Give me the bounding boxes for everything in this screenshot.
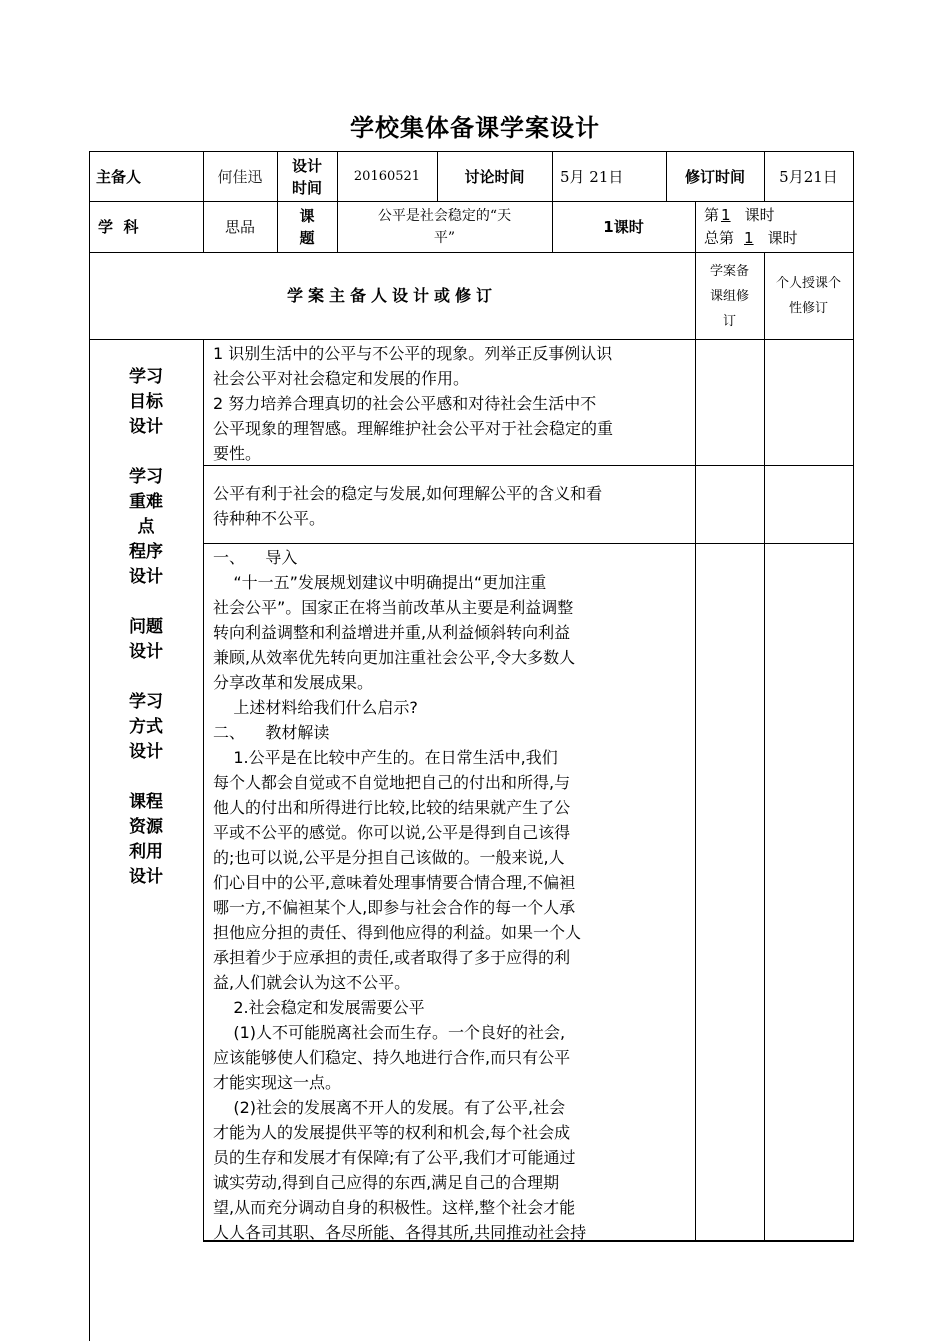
label-method-line: 学习 bbox=[129, 692, 163, 712]
goal-line: 要性。 bbox=[213, 444, 262, 463]
goals-text bbox=[213, 341, 693, 466]
procedure-line: 二、 教材解读 bbox=[213, 723, 330, 742]
label-resource-line: 设计 bbox=[129, 867, 163, 887]
lesson-current bbox=[704, 204, 775, 227]
procedure-line: 2.社会稳定和发展需要公平 bbox=[213, 998, 425, 1017]
lesson-no: 1 bbox=[721, 206, 731, 224]
procedure-line: (1)人不可能脱离社会而生存。一个良好的社会, bbox=[213, 1023, 566, 1042]
goal-line: 1 识别生活中的公平与不公平的现象。列举正反事例认识 bbox=[213, 344, 613, 363]
host-value: 何佳迅 bbox=[217, 167, 263, 186]
procedure-line: 应该能够使人们稳定、持久地进行合作,而只有公平 bbox=[213, 1048, 571, 1067]
label-procedure bbox=[89, 540, 203, 590]
personal-revision-line1: 个人授课个 bbox=[775, 276, 841, 291]
procedure-line: 兼顾,从效率优先转向更加注重社会公平,令大多数人 bbox=[213, 648, 576, 667]
goal-line: 公平现象的理智感。理解维护社会公平对于社会稳定的重 bbox=[213, 419, 614, 438]
design-time-value: 20160521 bbox=[353, 168, 421, 184]
procedure-line: 一、 导入 bbox=[213, 548, 298, 567]
label-goal-line: 目标 bbox=[129, 392, 163, 412]
group-revision-heading bbox=[695, 253, 764, 339]
design-time-label-line2: 时间 bbox=[291, 178, 322, 197]
main-heading: 学案主备人设计或修订 bbox=[286, 286, 497, 305]
total-no: 1 bbox=[744, 229, 754, 247]
difficulty-line: 公平有利于社会的稳定与发展,如何理解公平的含义和看 bbox=[213, 484, 603, 503]
procedure-line: 上述材料给我们什么启示? bbox=[213, 698, 418, 717]
topic-label-line2: 题 bbox=[299, 229, 315, 247]
group-revision-line1: 学案备 bbox=[709, 263, 749, 279]
group-revision-line3: 订 bbox=[722, 313, 736, 329]
label-difficulty-line: 点 bbox=[137, 517, 155, 537]
label-method bbox=[89, 690, 203, 765]
total-suffix: 课时 bbox=[767, 229, 798, 247]
revise-time-value: 5月21日 bbox=[779, 167, 838, 186]
procedure-line: 才能实现这一点。 bbox=[213, 1073, 342, 1092]
subject-label: 学 科 bbox=[98, 218, 139, 236]
procedure-line: 才能为人的发展提供平等的权利和机会,每个社会成 bbox=[213, 1123, 571, 1142]
procedure-line: 转向利益调整和利益增进并重,从利益倾斜转向利益 bbox=[213, 623, 571, 642]
lesson-total bbox=[704, 227, 798, 250]
procedure-line: 的;也可以说,公平是分担自己该做的。一般来说,人 bbox=[213, 848, 565, 867]
difficulty-text bbox=[213, 481, 693, 531]
procedure-line: 平或不公平的感觉。你可以说,公平是得到自己该得 bbox=[213, 823, 571, 842]
topic-value bbox=[337, 202, 552, 252]
topic-value-line1: 公平是社会稳定的“天 bbox=[377, 208, 512, 224]
label-resource bbox=[89, 790, 203, 890]
label-difficulty bbox=[89, 465, 203, 540]
personal-revision-heading bbox=[764, 253, 853, 339]
label-difficulty-line: 学习 bbox=[129, 467, 163, 487]
procedure-line: 人人各司其职、各尽所能、各得其所,共同推动社会持 bbox=[213, 1223, 587, 1242]
label-goal-line: 学习 bbox=[129, 367, 163, 387]
procedure-line: 担他应分担的责任、得到他应得的利益。如果一个人 bbox=[213, 923, 582, 942]
lesson-prefix: 第 bbox=[704, 206, 720, 224]
procedure-line: 社会公平”。国家正在将当前改革从主要是利益调整 bbox=[213, 598, 574, 617]
lesson-suffix: 课时 bbox=[744, 206, 775, 224]
label-question bbox=[89, 615, 203, 665]
total-prefix: 总第 bbox=[704, 229, 735, 247]
procedure-line: 他人的付出和所得进行比较,比较的结果就产生了公 bbox=[213, 798, 571, 817]
procedure-line: 益,人们就会认为这不公平。 bbox=[213, 973, 411, 992]
label-method-line: 方式 bbox=[129, 717, 163, 737]
label-procedure-line: 程序 bbox=[129, 542, 163, 562]
goal-line: 社会公平对社会稳定和发展的作用。 bbox=[213, 369, 470, 388]
label-method-line: 设计 bbox=[129, 742, 163, 762]
host-label: 主备人 bbox=[96, 167, 142, 186]
lesson-hours: 1课时 bbox=[603, 218, 644, 236]
procedure-line: 们心目中的公平,意味着处理事情要合情合理,不偏袒 bbox=[213, 873, 576, 892]
procedure-text bbox=[213, 545, 693, 1245]
design-time-label-line1: 设计 bbox=[291, 156, 322, 175]
topic-label bbox=[277, 202, 337, 252]
procedure-line: 1.公平是在比较中产生的。在日常生活中,我们 bbox=[213, 748, 558, 767]
label-procedure-line: 设计 bbox=[129, 567, 163, 587]
discuss-time-value: 5月 21日 bbox=[560, 167, 624, 186]
label-question-line: 设计 bbox=[129, 642, 163, 662]
page-title: 学校集体备课学案设计 bbox=[350, 114, 600, 142]
procedure-line: 分享改革和发展成果。 bbox=[213, 673, 374, 692]
difficulty-line: 待种种不公平。 bbox=[213, 509, 326, 528]
procedure-line: (2)社会的发展离不开人的发展。有了公平,社会 bbox=[213, 1098, 566, 1117]
procedure-line: 承担着少于应承担的责任,或者取得了多于应得的利 bbox=[213, 948, 571, 967]
goal-line: 2 努力培养合理真切的社会公平感和对待社会生活中不 bbox=[213, 394, 597, 413]
design-time-label bbox=[277, 152, 337, 201]
left-labels-column bbox=[89, 365, 203, 890]
label-goal bbox=[89, 365, 203, 440]
procedure-line: 每个人都会自觉或不自觉地把自己的付出和所得,与 bbox=[213, 773, 571, 792]
subject-value: 思品 bbox=[224, 218, 255, 236]
revise-time-label: 修订时间 bbox=[684, 167, 745, 186]
label-question-line: 问题 bbox=[129, 617, 163, 637]
procedure-line: 诚实劳动,得到自己应得的东西,满足自己的合理期 bbox=[213, 1173, 560, 1192]
discuss-time-label: 讨论时间 bbox=[464, 167, 525, 186]
label-difficulty-line: 重难 bbox=[129, 492, 163, 512]
procedure-line: 哪一方,不偏袒某个人,即参与社会合作的每一个人承 bbox=[213, 898, 576, 917]
procedure-line: “十一五”发展规划建议中明确提出“更加注重 bbox=[213, 573, 547, 592]
group-revision-line2: 课组修 bbox=[709, 288, 749, 304]
topic-label-line1: 课 bbox=[299, 207, 315, 225]
label-resource-line: 课程 bbox=[129, 792, 163, 812]
lesson-number bbox=[704, 202, 854, 252]
label-resource-line: 利用 bbox=[129, 842, 163, 862]
procedure-line: 员的生存和发展才有保障;有了公平,我们才可能通过 bbox=[213, 1148, 576, 1167]
procedure-line: 望,从而充分调动自身的积极性。这样,整个社会才能 bbox=[213, 1198, 576, 1217]
topic-value-line2: 平” bbox=[433, 230, 456, 246]
personal-revision-line2: 性修订 bbox=[788, 301, 828, 316]
label-resource-line: 资源 bbox=[129, 817, 163, 837]
label-goal-line: 设计 bbox=[129, 417, 163, 437]
